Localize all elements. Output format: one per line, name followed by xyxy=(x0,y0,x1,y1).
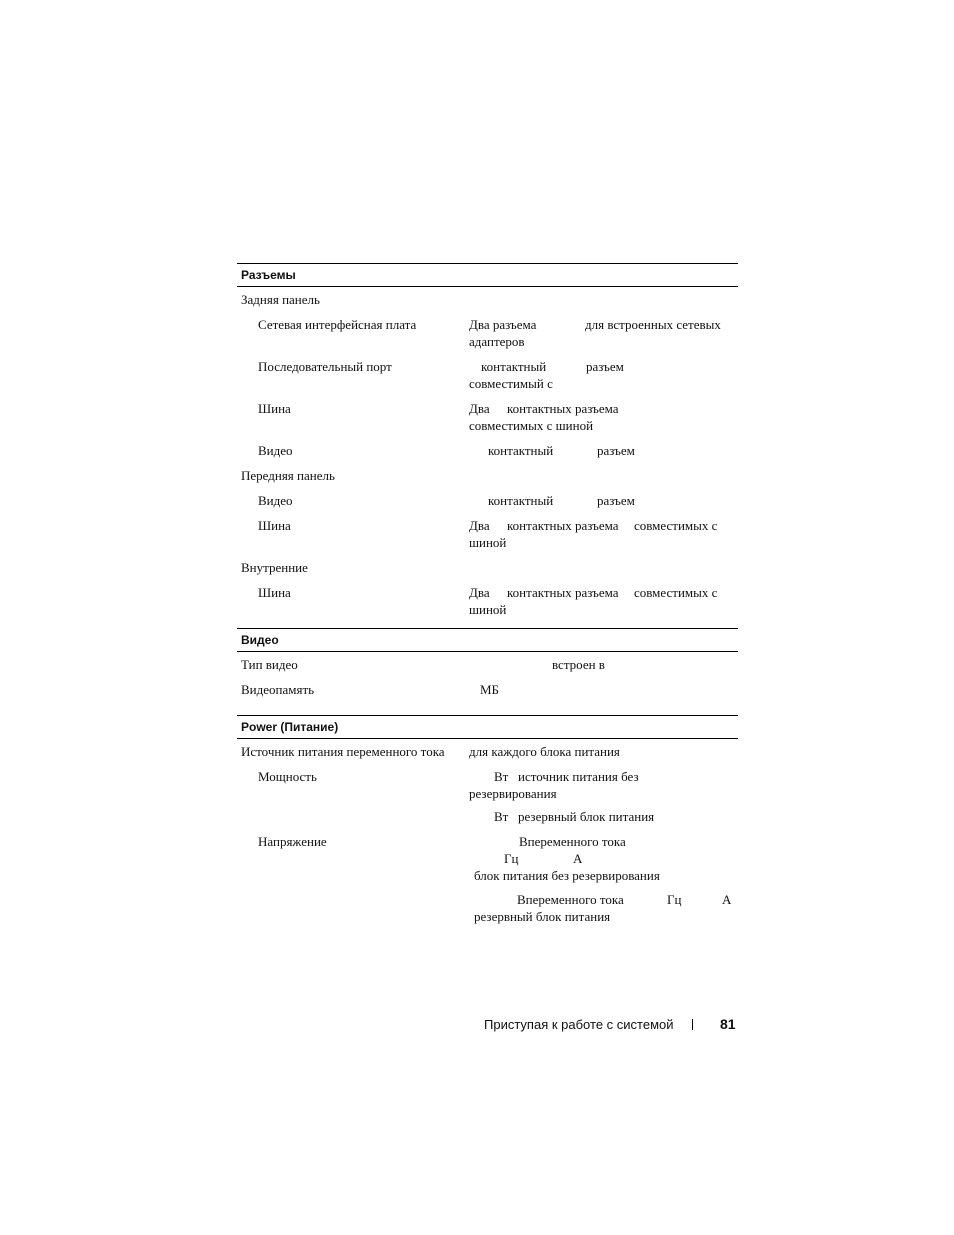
value-bus-internal-2: шиной xyxy=(469,602,507,617)
value-video-back-1b: разъем xyxy=(597,443,635,458)
value-voltage-b1b: Гц xyxy=(667,892,682,907)
label-bus-back: Шина xyxy=(258,401,291,416)
value-video-front-1a: контактный xyxy=(488,493,554,508)
label-wattage: Мощность xyxy=(258,769,317,784)
row-serial xyxy=(237,354,738,396)
label-bus-front: Шина xyxy=(258,518,291,533)
row-bus-internal xyxy=(237,580,738,628)
value-wattage-3a: Вт xyxy=(494,809,509,824)
section-heading-power: Power (Питание) xyxy=(237,715,738,739)
label-video-type: Тип видео xyxy=(241,657,298,672)
spec-table xyxy=(237,263,738,929)
row-video-type xyxy=(237,652,738,677)
label-bus-internal: Шина xyxy=(258,585,291,600)
row-ac-source xyxy=(237,739,738,764)
value-voltage-b1a: Впеременного тока xyxy=(517,892,624,907)
value-wattage-1a: Вт xyxy=(494,769,509,784)
label-back-panel: Задняя панель xyxy=(241,292,320,307)
value-voltage-a3: блок питания без резервирования xyxy=(474,868,660,883)
page-number: 81 xyxy=(720,1016,736,1032)
row-video-memory xyxy=(237,677,738,715)
row-internal xyxy=(237,555,738,580)
value-voltage-b1c: А xyxy=(722,892,732,907)
label-ac-source: Источник питания переменного тока xyxy=(241,744,445,759)
value-bus-internal-1c: совместимых с xyxy=(634,585,718,600)
label-internal: Внутренние xyxy=(241,560,308,575)
value-ac-source: для каждого блока питания xyxy=(469,744,620,759)
value-voltage-a2a: Гц xyxy=(504,851,519,866)
page-footer xyxy=(484,1016,736,1033)
row-back-panel xyxy=(237,287,738,312)
value-serial-1a: контактный xyxy=(481,359,547,374)
value-bus-front-1a: Два xyxy=(469,518,490,533)
row-video-back xyxy=(237,438,738,463)
footer-title: Приступая к работе с системой xyxy=(484,1017,674,1032)
label-video-back: Видео xyxy=(258,443,293,458)
section-heading-video: Видео xyxy=(237,628,738,652)
row-nic xyxy=(237,312,738,354)
value-serial-2: совместимый с xyxy=(469,376,553,391)
value-wattage-2: резервирования xyxy=(469,786,557,801)
label-front-panel: Передняя панель xyxy=(241,468,335,483)
value-bus-back-2: совместимых с шиной xyxy=(469,418,594,433)
value-voltage-b2: резервный блок питания xyxy=(474,909,611,924)
value-bus-front-1c: совместимых с xyxy=(634,518,718,533)
value-nic-2: адаптеров xyxy=(469,334,525,349)
value-wattage-1b: источник питания без xyxy=(518,769,639,784)
value-bus-front-2: шиной xyxy=(469,535,507,550)
value-serial-1b: разъем xyxy=(586,359,624,374)
value-bus-front-1b: контактных разъема xyxy=(507,518,619,533)
label-video-front: Видео xyxy=(258,493,293,508)
value-video-memory: МБ xyxy=(480,682,500,697)
label-voltage: Напряжение xyxy=(258,834,327,849)
footer-separator xyxy=(692,1019,693,1030)
value-video-type: встроен в xyxy=(552,657,605,672)
label-video-memory: Видеопамять xyxy=(241,682,315,697)
value-bus-back-1a: Два xyxy=(469,401,490,416)
section-heading-connectors: Разъемы xyxy=(237,263,738,287)
row-wattage xyxy=(237,764,738,829)
value-bus-back-1b: контактных разъема xyxy=(507,401,619,416)
row-bus-front xyxy=(237,513,738,555)
label-serial: Последовательный порт xyxy=(258,359,392,374)
row-voltage xyxy=(237,829,738,929)
value-bus-internal-1b: контактных разъема xyxy=(507,585,619,600)
value-wattage-3b: резервный блок питания xyxy=(518,809,655,824)
row-front-panel xyxy=(237,463,738,488)
value-voltage-a1: Впеременного тока xyxy=(519,834,626,849)
value-voltage-a2b: А xyxy=(573,851,583,866)
row-video-front xyxy=(237,488,738,513)
value-video-front-1b: разъем xyxy=(597,493,635,508)
label-nic: Сетевая интерфейсная плата xyxy=(258,317,417,332)
value-nic-1a: Два разъема xyxy=(469,317,537,332)
value-nic-1b: для встроенных сетевых xyxy=(585,317,721,332)
row-bus-back xyxy=(237,396,738,438)
value-bus-internal-1a: Два xyxy=(469,585,490,600)
value-video-back-1a: контактный xyxy=(488,443,554,458)
